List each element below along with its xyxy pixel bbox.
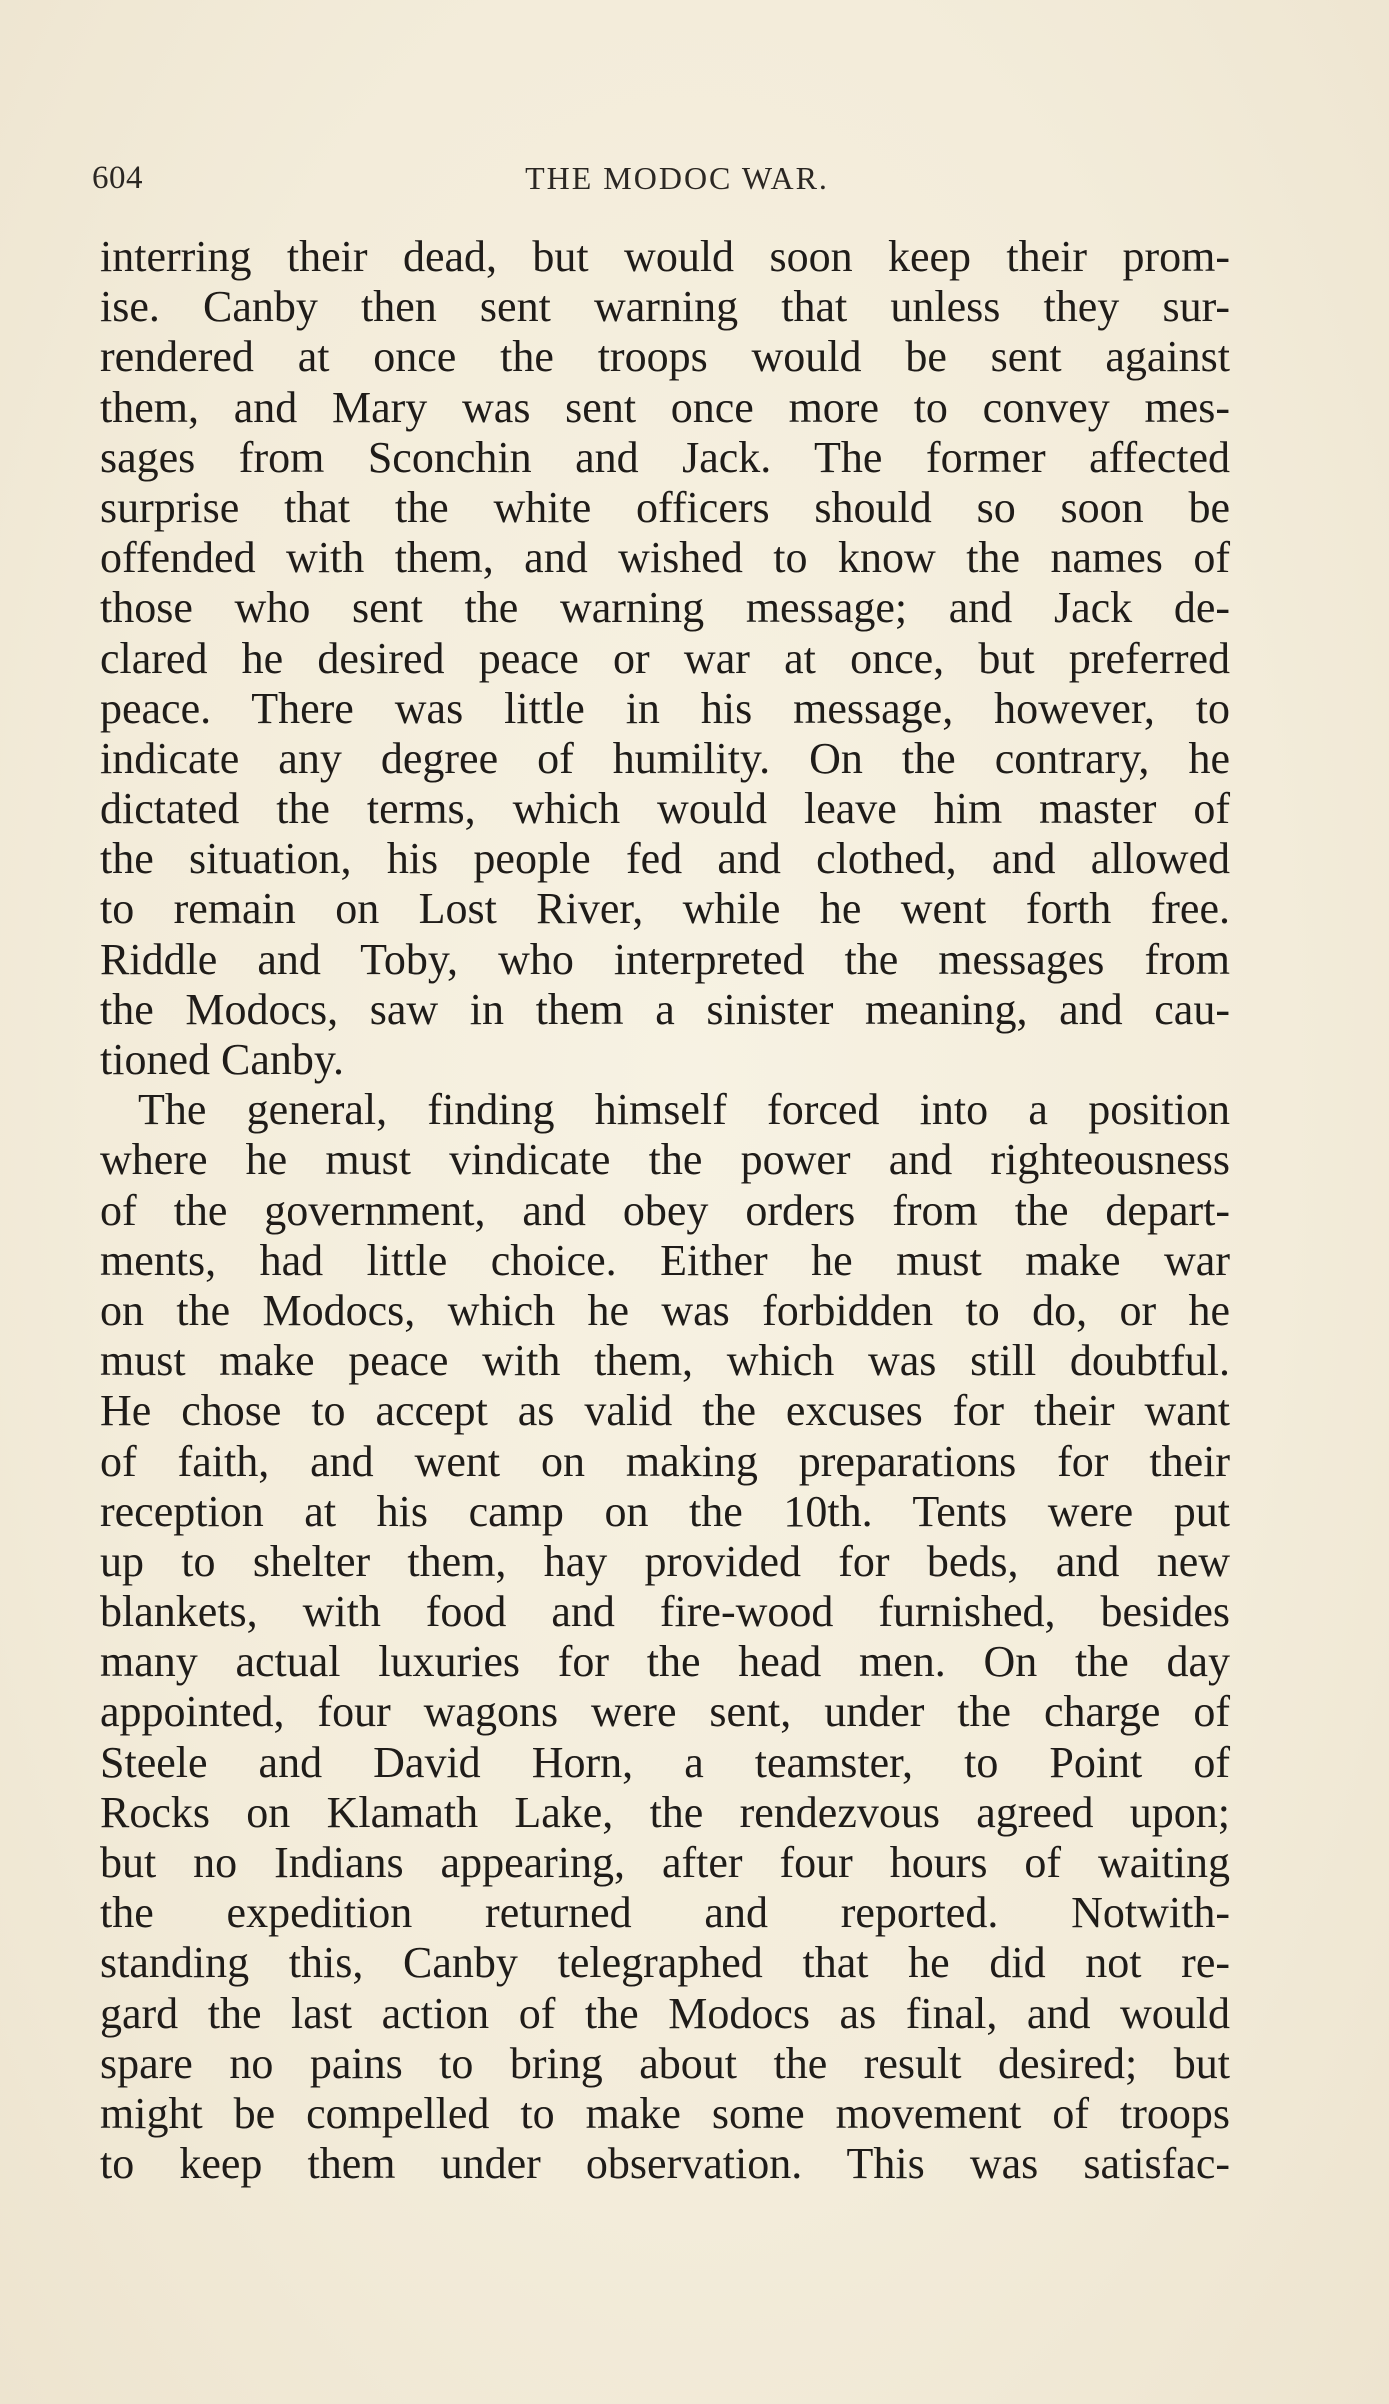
text-line: the Modocs, saw in them a sinister meaning, and cau- bbox=[100, 984, 1230, 1034]
text-line: many actual luxuries for the head men. On the day bbox=[100, 1637, 1230, 1687]
text-line: surprise that the white officers should so soon be bbox=[100, 482, 1230, 532]
text-line: rendered at once the troops would be sent against bbox=[100, 332, 1230, 382]
text-line: on the Modocs, which he was forbidden to do, or he bbox=[100, 1285, 1230, 1335]
text-line: the expedition returned and reported. Notwith- bbox=[100, 1888, 1230, 1938]
text-line: reception at his camp on the 10th. Tents were put bbox=[100, 1486, 1230, 1536]
text-line: ments, had little choice. Either he must make war bbox=[100, 1235, 1230, 1285]
text-line: appointed, four wagons were sent, under the charge of bbox=[100, 1687, 1230, 1737]
text-line: dictated the terms, which would leave him master of bbox=[100, 784, 1230, 834]
text-line: to keep them under observation. This was satisfac- bbox=[100, 2139, 1230, 2189]
page-header bbox=[92, 160, 1262, 204]
text-line: but no Indians appearing, after four hours of waiting bbox=[100, 1838, 1230, 1887]
page-number: 604 bbox=[92, 160, 143, 196]
text-line: of faith, and went on making preparations for their bbox=[100, 1436, 1230, 1486]
text-line: standing this, Canby telegraphed that he did not re- bbox=[100, 1938, 1230, 1988]
text-line: the situation, his people fed and clothed, and allowed bbox=[100, 834, 1230, 884]
text-line: ise. Canby then sent warning that unless they sur- bbox=[100, 282, 1230, 332]
paragraph bbox=[100, 232, 1230, 1085]
text-line: up to shelter them, hay provided for beds, and new bbox=[100, 1536, 1230, 1586]
text-line: must make peace with them, which was still doubtful. bbox=[100, 1336, 1230, 1386]
text-line: Rocks on Klamath Lake, the rendezvous agreed upon; bbox=[100, 1787, 1230, 1837]
text-line: He chose to accept as valid the excuses for their want bbox=[100, 1386, 1230, 1436]
text-line: spare no pains to bring about the result desired; but bbox=[100, 2038, 1230, 2088]
text-line: offended with them, and wished to know the names of bbox=[100, 533, 1230, 583]
text-line: of the government, and obey orders from the depart- bbox=[100, 1185, 1230, 1235]
text-line: clared he desired peace or war at once, but preferred bbox=[100, 633, 1230, 683]
text-line: gard the last action of the Modocs as final, and would bbox=[100, 1988, 1230, 2038]
text-line: where he must vindicate the power and righteousness bbox=[100, 1135, 1230, 1185]
text-line: Steele and David Horn, a teamster, to Point of bbox=[100, 1737, 1230, 1787]
running-head: THE MODOC WAR. bbox=[525, 160, 829, 196]
text-line: Riddle and Toby, who interpreted the messages from bbox=[100, 934, 1230, 984]
text-line: to remain on Lost River, while he went forth free. bbox=[100, 884, 1230, 934]
text-line: sages from Sconchin and Jack. The former affected bbox=[100, 432, 1230, 482]
text-line: blankets, with food and fire-wood furnished, besides bbox=[100, 1587, 1230, 1637]
text-line: The general, finding himself forced into a position bbox=[138, 1085, 1230, 1135]
text-line: them, and Mary was sent once more to convey mes- bbox=[100, 382, 1230, 432]
text-line: interring their dead, but would soon keep their prom- bbox=[100, 232, 1230, 281]
text-line: indicate any degree of humility. On the contrary, he bbox=[100, 733, 1230, 783]
text-line: those who sent the warning message; and Jack de- bbox=[100, 583, 1230, 633]
text-line: might be compelled to make some movement of troops bbox=[100, 2088, 1230, 2138]
paragraph bbox=[100, 1085, 1230, 2189]
body-text bbox=[100, 232, 1230, 2189]
text-line: tioned Canby. bbox=[100, 1035, 344, 1084]
text-line: peace. There was little in his message, however, to bbox=[100, 683, 1230, 733]
